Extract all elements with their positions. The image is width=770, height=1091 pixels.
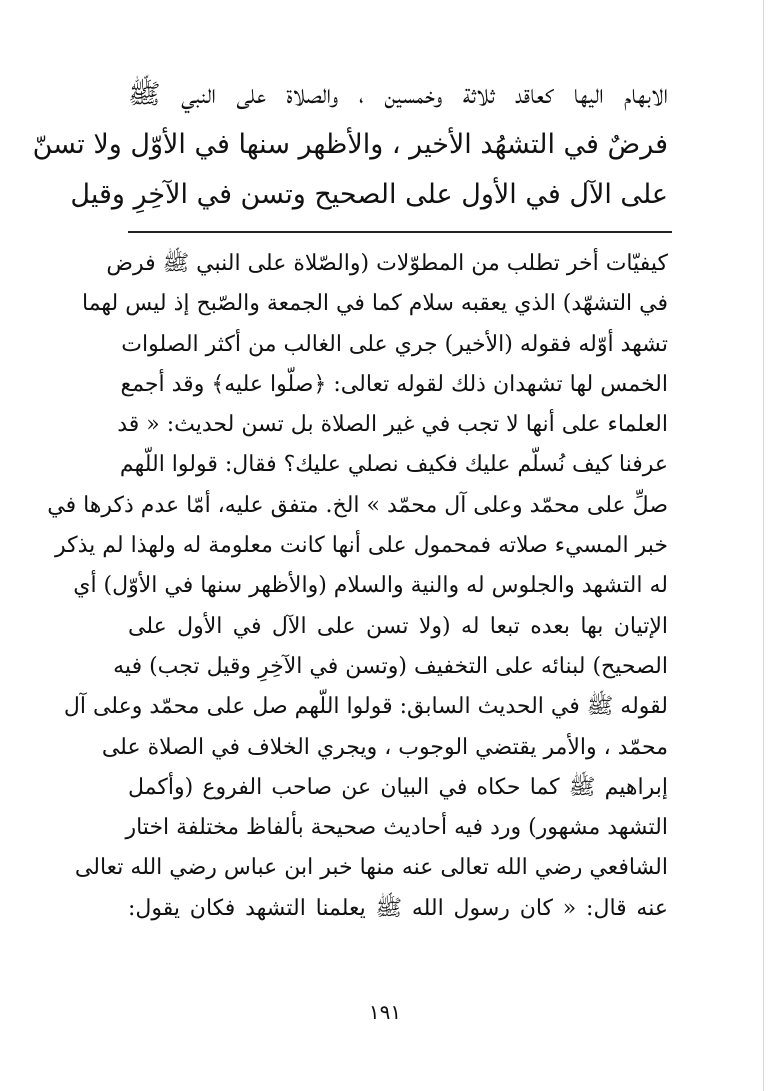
page-edge-line xyxy=(763,0,764,1091)
footnote-line: التشهد مشهور) ورد فيه أحاديث صحيحة بألفاظ مختلفة اختار xyxy=(125,815,668,841)
main-text-line: الابهام اليها كعاقد ثلاثة وخمسين ، والصلاة على النبي ﷺ xyxy=(128,79,668,110)
footnote-line: العلماء على أنها لا تجب في غير الصلاة بل تسن لحديث: « قد xyxy=(117,412,668,438)
footnote-line: كيفيّات أخر تطلب من المطوّلات (والصّلاة على النبي ﷺ فرض xyxy=(106,251,668,276)
main-text-line: على الآل في الأول على الصحيح وتسن في الآخِرِ وقيل xyxy=(70,179,668,210)
footnote-line: الصحيح) لبنائه على التخفيف (وتسن في الآخِرِ وقيل تجب) فيه xyxy=(113,653,668,679)
page-number: ١٩١ xyxy=(368,1000,402,1024)
footnote-line: له التشهد والجلوس له والنية والسلام (والأظهر سنها في الأوّل) أي xyxy=(73,573,668,599)
footnote-line: محمّد ، والأمر يقتضي الوجوب ، ويجري الخلاف في الصلاة على xyxy=(101,734,668,760)
main-text-line: فرضٌ في التشهُد الأخير ، والأظهر سنها في الأوّل ولا تسنّ xyxy=(32,129,668,160)
main-text xyxy=(32,70,668,220)
footnote-line: الشافعي رضي الله تعالى عنه منها خبر ابن عباس رضي الله تعالى xyxy=(74,855,668,881)
footnote-line: صلِّ على محمّد وعلى آل محمّد » الخ. متفق عليه، أمّا عدم ذكرها في xyxy=(47,492,668,518)
footnote-line: الإتيان بها بعده تبعا له (ولا تسن على الآل في الأول على xyxy=(128,613,668,639)
footnote-line: عنه قال: « كان رسول الله ﷺ يعلمنا التشهد فكان يقول: xyxy=(128,895,668,921)
footnote-line: الخمس لها تشهدان ذلك لقوله تعالى: ﴿صلّوا عليه﴾ وقد أجمع xyxy=(120,371,668,397)
footnote-separator xyxy=(128,231,672,233)
footnote-line: لقوله ﷺ في الحديث السابق: قولوا اللّهم صل على محمّد وعلى آل xyxy=(63,694,668,720)
footnote-line: إبراهيم ﷺ كما حكاه في البيان عن صاحب الفروع (وأكمل xyxy=(128,774,668,800)
footnote-line: تشهد أوّله فقوله (الأخير) جري على الغالب من أكثر الصلوات xyxy=(121,331,668,357)
footnote-line: عرفنا كيف نُسلّم عليك فكيف نصلي عليك؟ فقال: قولوا اللّهم xyxy=(119,452,668,478)
footnote-line: خبر المسيء صلاته فمحمول على أنها كانت معلومة له ولهذا لم يذكر xyxy=(55,533,668,559)
footnote-text xyxy=(47,244,668,929)
footnote-line: في التشهّد) الذي يعقبه سلام كما في الجمعة والصّبح إذ ليس لهما xyxy=(81,291,668,317)
